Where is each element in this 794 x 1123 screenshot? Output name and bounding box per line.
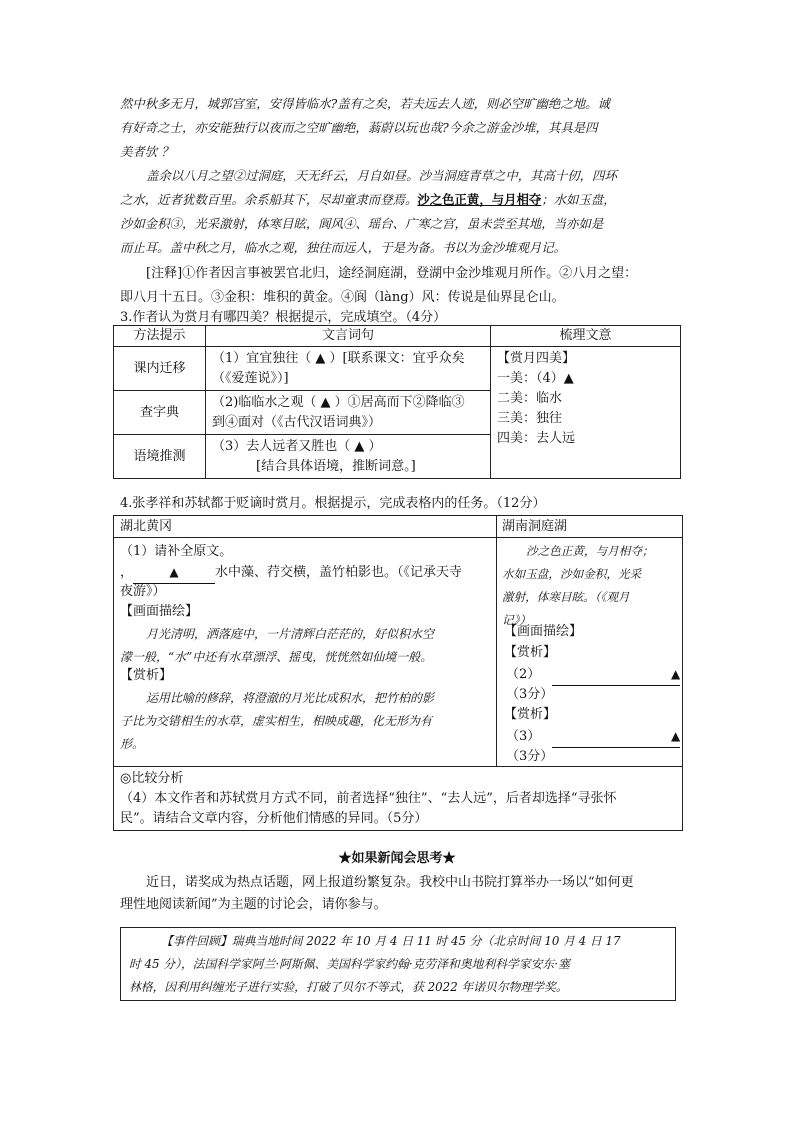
q3-phrase-3a: （3）去人远者又胜也（ ▲ ）	[212, 438, 382, 454]
passage-line-3: 美者欤 ？	[120, 144, 174, 159]
news-p1: 近日，诺奖成为热点话题，网上报道纷繁复杂。我校中山书院打算举办一场以“如何更	[146, 875, 634, 890]
passage-line-4: 盖余以八月之望②过洞庭，天无纤云，月自如昼。沙当洞庭青草之中，其高十仞，四环	[146, 168, 617, 183]
q3-phrase-1a: （1）宜宜独往（ ▲ ）[联系课文：宜乎众矣	[212, 350, 465, 366]
q3-summary-title: 【赏月四美】	[497, 351, 576, 366]
q4-l2: ， ▲ 水中藻、荇交横，盖竹柏影也。（《记承天寺	[120, 562, 462, 584]
q4-left-header: 湖北黄冈	[120, 519, 173, 534]
q4-blank-3[interactable]: ▲	[552, 726, 680, 748]
q4-blank-2[interactable]: ▲	[552, 664, 680, 686]
q4-app-1: 运用比喻的修辞，将澄澈的月光比成积水，把竹柏的影	[146, 691, 435, 705]
q3-summary-1: 一美：（4）▲	[497, 371, 574, 386]
q4-r-q2: （2） ▲	[506, 664, 680, 686]
q4-r4: 记》）	[502, 613, 531, 627]
q4-right-header: 湖南洞庭湖	[502, 519, 568, 534]
event-line-3: 林格，因利用纠缠光子进行实验，打破了贝尔不等式，获 2022 年诺贝尔物理学奖。	[129, 980, 568, 994]
q4-title: 4.张孝祥和苏轼都于贬谪时赏月。根据提示，完成表格内的任务。（12分）	[120, 496, 546, 511]
event-line-1: 【事件回顾】瑞典当地时间 2022 年 10 月 4 日 11 时 45 分（北京时间 10 月 4 日 17	[161, 934, 621, 948]
passage-line-2: 有好奇之士，亦安能独行以夜而之空旷幽绝，蓊蔚以玩也哉?今余之游金沙堆，其具是四	[120, 120, 598, 135]
q3-phrase-3b: [结合具体语境，推断词意。]	[256, 458, 416, 474]
q3-phrase-2a: （2)临临水之观（ ▲ ）①居高而下②降临③	[212, 394, 465, 410]
passage-line-1: 然中秋多无月，城郭宫室，安得皆临水?盖有之矣，若夫远去人迹，则必空旷幽绝之地。诚	[120, 96, 610, 111]
q4-l3: 夜游》）	[120, 584, 166, 599]
q4-r3: 激射，体寒目眩。（《观月	[502, 590, 630, 604]
q3-phrase-2b: 到④面对（《古代汉语词典》）	[212, 414, 382, 430]
note-line-2: 即八月十五日。③金积：堆积的黄金。④阆（làng）风：传说是仙界昆仑山。	[120, 290, 565, 305]
q4-tag-draw: 【画面描绘】	[120, 604, 199, 619]
q3-phrase-3	[206, 435, 491, 479]
q3-table	[113, 325, 681, 479]
q4-compare-1: （4）本文作者和苏轼赏月方式不同，前者选择“独往”、“去人远”，后者却选择“寻张怀	[120, 791, 617, 806]
passage-line-6: 沙如金积③，光采激射，体寒目眩，阆风④、瑶台、广寒之宫，虽未尝至其地，当亦如是	[120, 216, 604, 231]
q4-r-q3: （3） ▲	[506, 726, 680, 748]
q3-phrase-1	[206, 347, 491, 391]
passage-bold-phrase: 沙之色正黄，与月相夺	[417, 192, 542, 207]
passage-line-7: 而止耳。盖中秋之月，临水之观，独往而远人，于是为备。书以为金沙堆观月记。	[120, 240, 567, 255]
q3-summary-2: 二美：临水	[497, 391, 563, 406]
q4-r-app-2: 【赏析】	[504, 707, 557, 722]
note-line-1: [注释]①作者因言事被罢官北归，途经洞庭湖，登湖中金沙堆观月所作。②八月之望：	[146, 266, 638, 281]
news-title: ★如果新闻会思考★	[338, 851, 456, 866]
q4-compare-title: ◎比较分析	[120, 771, 184, 786]
q4-r-score-1: （3分）	[506, 687, 554, 702]
q3-method-3: 语境推测	[114, 435, 206, 479]
q4-r-app-1: 【赏析】	[504, 645, 557, 660]
q4-l1: （1）请补全原文。	[120, 544, 233, 559]
q4-divider	[496, 516, 497, 766]
q4-app-3: 形。	[120, 737, 145, 751]
q3-summary-3: 三美：独往	[497, 411, 563, 426]
news-p2: 理性地阅读新闻”为主题的讨论会，请你参与。	[120, 897, 387, 912]
q4-compare-2: 民”。请结合文章内容，分析他们情感的异同。（5分）	[120, 811, 428, 826]
q4-r1: 沙之色正黄，与月相夺；	[526, 544, 654, 558]
q4-r2: 水如玉盘，沙如金积，光采	[502, 567, 642, 581]
q4-compare-rule	[114, 766, 682, 767]
event-line-2: 时 45 分），法国科学家阿兰·阿斯佩、美国科学家约翰·克劳泽和奥地利科学家安东·塞	[129, 957, 570, 971]
q3-method-1: 课内迁移	[114, 347, 206, 391]
q4-blank-1[interactable]: ▲	[133, 562, 215, 584]
q3-phrase-2	[206, 391, 491, 435]
q4-r-draw: 【画面描绘】	[504, 624, 583, 639]
q3-title: 3.作者认为赏月有哪四美？根据提示，完成填空。（4分）	[120, 310, 447, 325]
q4-table	[113, 515, 683, 831]
q3-summary-cell	[491, 347, 681, 479]
q4-tag-app: 【赏析】	[120, 668, 173, 683]
q4-header-rule	[114, 537, 682, 538]
q4-draw-1: 月光清明，洒落庭中，一片清辉白茫茫的，好似积水空	[146, 627, 435, 641]
q3-header-summary: 梳理文意	[491, 326, 681, 347]
q3-method-2: 查字典	[114, 391, 206, 435]
event-box	[120, 927, 676, 1001]
q3-header-method: 方法提示	[114, 326, 206, 347]
q4-app-2: 子比为交错相生的水草，虚实相生，相映成趣，化无形为有	[120, 714, 433, 728]
passage-line-5: 之水，近者犹数百里。余系船其下，尽却童隶而登焉。沙之色正黄，与月相夺；水如玉盘，	[120, 192, 616, 207]
q4-r-score-2: （3分）	[506, 749, 554, 764]
q3-header-phrase: 文言词句	[206, 326, 491, 347]
q3-summary-4: 四美：去人远	[497, 431, 576, 446]
q4-draw-2: 濛一般，“水”中还有水草漂浮、摇曳，恍恍然如仙境一般。	[120, 650, 433, 664]
q3-phrase-1b: （《爱莲说》）]	[212, 370, 289, 386]
